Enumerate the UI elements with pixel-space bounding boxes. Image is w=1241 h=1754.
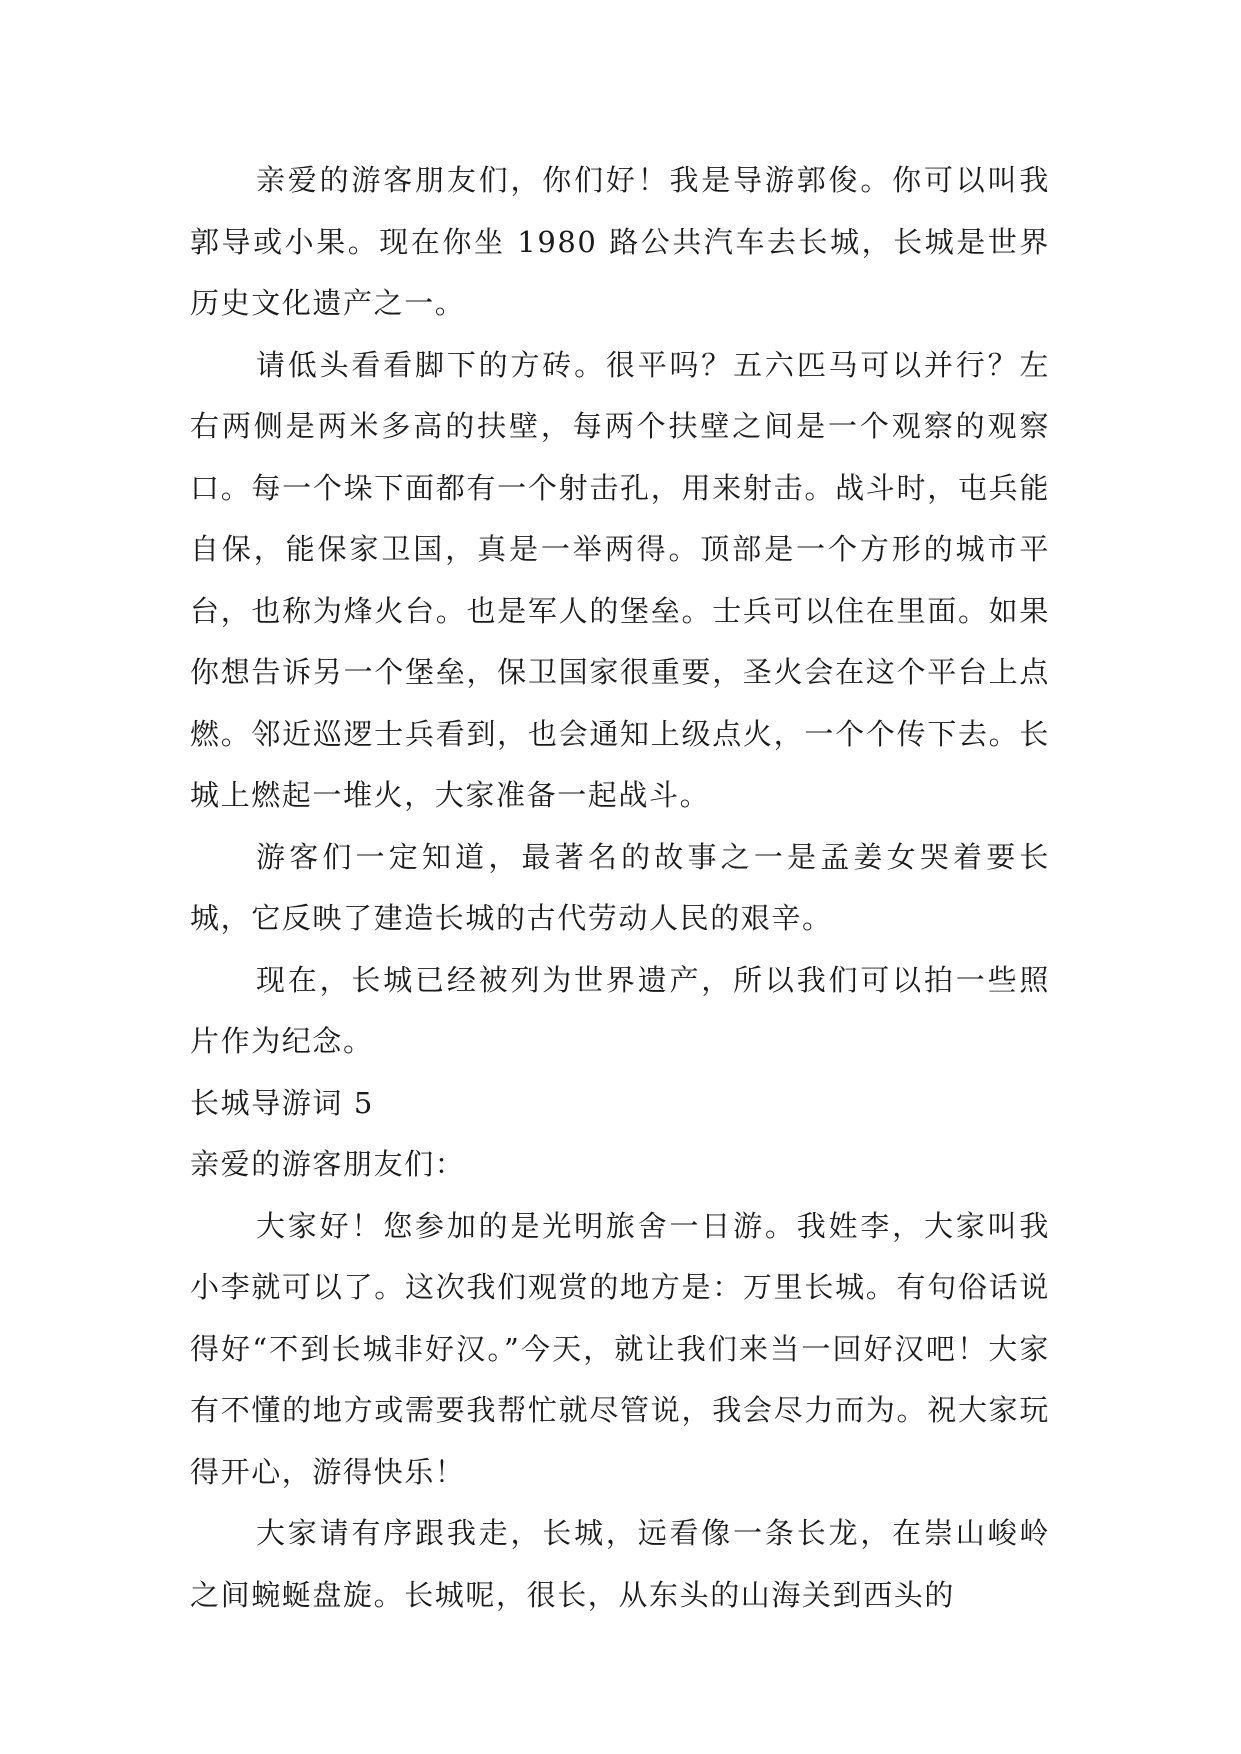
paragraph-world-heritage: 现在，长城已经被列为世界遗产，所以我们可以拍一些照片作为纪念。 bbox=[190, 962, 1050, 1058]
paragraph-meng-jiangnu: 游客们一定知道，最著名的故事之一是孟姜女哭着要长城，它反映了建造长城的古代劳动人民的艰辛。 bbox=[190, 839, 1050, 935]
paragraph-great-wall-intro: 大家请有序跟我走，长城，远看像一条长龙，在崇山峻岭之间蜿蜒盘旋。长城呢，很长，从东头的山海关到西头的 bbox=[190, 1516, 1050, 1612]
document-page bbox=[190, 150, 1050, 1626]
section-heading: 长城导游词 5 bbox=[190, 1085, 374, 1120]
paragraph-greeting-2: 大家好！您参加的是光明旅舍一日游。我姓李，大家叫我小李就可以了。这次我们观赏的地方是：万里长城。有句俗话说得好“不到长城非好汉。”今天，就让我们来当一回好汉吧！大家有不懂的地方或需要我帮忙就尽管说，我会尽力而为。祝大家玩得开心，游得快乐！ bbox=[190, 1208, 1050, 1489]
paragraph-fortress-description: 请低头看看脚下的方砖。很平吗？五六匹马可以并行？左右两侧是两米多高的扶壁，每两个扶壁之间是一个观察的观察口。每一个垛下面都有一个射击孔，用来射击。战斗时，屯兵能自保，能保家卫国，真是一举两得。顶部是一个方形的城市平台，也称为烽火台。也是军人的堡垒。士兵可以住在里面。如果你想告诉另一个堡垒，保卫国家很重要，圣火会在这个平台上点燃。邻近巡逻士兵看到，也会通知上级点火，一个个传下去。长城上燃起一堆火，大家准备一起战斗。 bbox=[190, 347, 1050, 812]
paragraph-greeting-1: 亲爱的游客朋友们，你们好！我是导游郭俊。你可以叫我郭导或小果。现在你坐 1980 路公共汽车去长城，长城是世界历史文化遗产之一。 bbox=[190, 163, 1050, 320]
salutation: 亲爱的游客朋友们： bbox=[190, 1147, 466, 1181]
